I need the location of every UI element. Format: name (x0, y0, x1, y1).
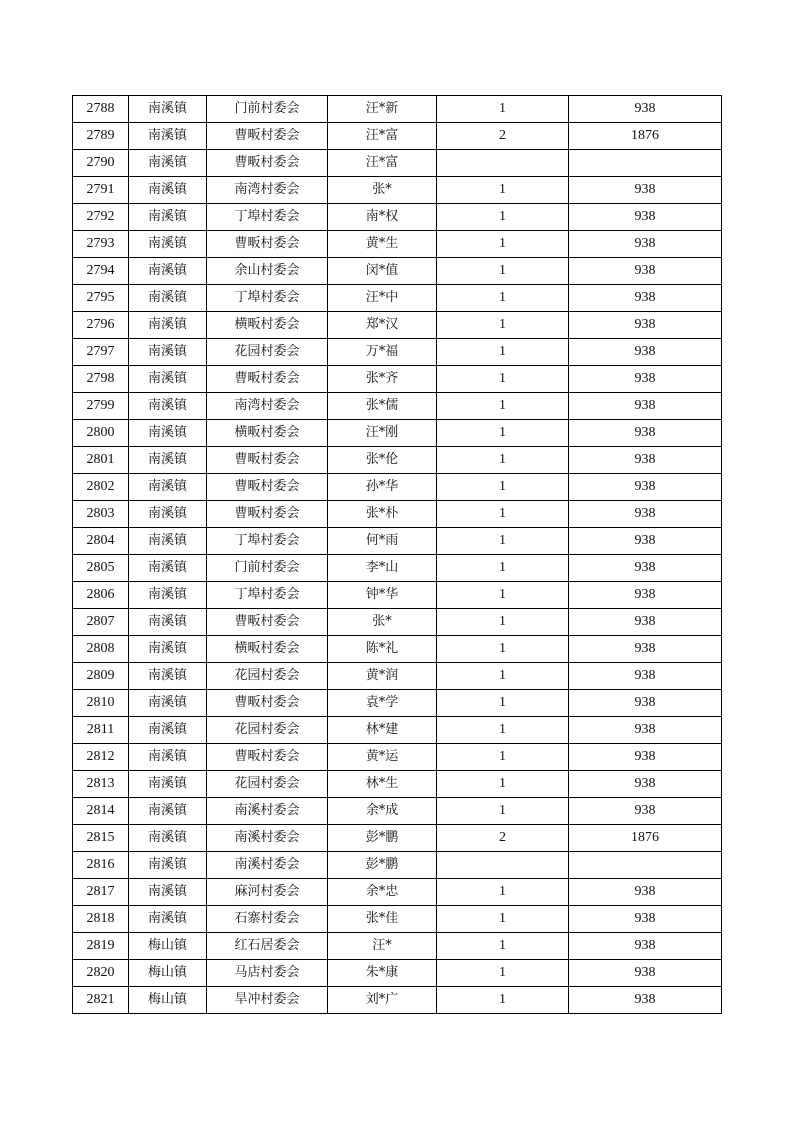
count-cell: 1 (437, 690, 569, 717)
count-cell: 1 (437, 177, 569, 204)
name-cell: 闵*值 (328, 258, 437, 285)
village-committee-cell: 门前村委会 (207, 96, 328, 123)
count-cell: 1 (437, 582, 569, 609)
amount-cell: 938 (569, 204, 722, 231)
town-cell: 南溪镇 (129, 447, 207, 474)
amount-cell: 938 (569, 501, 722, 528)
name-cell: 黄*运 (328, 744, 437, 771)
count-cell: 1 (437, 96, 569, 123)
town-cell: 南溪镇 (129, 744, 207, 771)
town-cell: 南溪镇 (129, 123, 207, 150)
town-cell: 南溪镇 (129, 150, 207, 177)
table-row (73, 312, 722, 339)
village-committee-cell: 曹畈村委会 (207, 231, 328, 258)
table-row (73, 798, 722, 825)
count-cell: 1 (437, 933, 569, 960)
name-cell: 汪*新 (328, 96, 437, 123)
village-committee-cell: 石寨村委会 (207, 906, 328, 933)
amount-cell: 938 (569, 258, 722, 285)
village-committee-cell: 丁埠村委会 (207, 285, 328, 312)
village-committee-cell: 曹畈村委会 (207, 609, 328, 636)
table-row (73, 123, 722, 150)
name-cell: 汪*富 (328, 123, 437, 150)
amount-cell: 938 (569, 474, 722, 501)
table-row (73, 960, 722, 987)
count-cell: 1 (437, 231, 569, 258)
count-cell: 1 (437, 366, 569, 393)
table-row (73, 528, 722, 555)
table-row (73, 663, 722, 690)
row-index-cell: 2818 (73, 906, 129, 933)
amount-cell: 938 (569, 933, 722, 960)
village-committee-cell: 南溪村委会 (207, 798, 328, 825)
table-row (73, 609, 722, 636)
table-row (73, 447, 722, 474)
town-cell: 南溪镇 (129, 555, 207, 582)
document-page (72, 95, 721, 1014)
town-cell: 南溪镇 (129, 690, 207, 717)
amount-cell: 938 (569, 609, 722, 636)
amount-cell: 938 (569, 528, 722, 555)
table-row (73, 825, 722, 852)
town-cell: 梅山镇 (129, 987, 207, 1014)
count-cell: 1 (437, 987, 569, 1014)
name-cell: 余*忠 (328, 879, 437, 906)
town-cell: 南溪镇 (129, 609, 207, 636)
row-index-cell: 2799 (73, 393, 129, 420)
table-row (73, 771, 722, 798)
name-cell: 南*权 (328, 204, 437, 231)
amount-cell: 938 (569, 987, 722, 1014)
amount-cell: 938 (569, 906, 722, 933)
count-cell: 1 (437, 420, 569, 447)
count-cell: 1 (437, 501, 569, 528)
table-row (73, 285, 722, 312)
count-cell: 2 (437, 123, 569, 150)
village-committee-cell: 花园村委会 (207, 339, 328, 366)
count-cell (437, 852, 569, 879)
town-cell: 南溪镇 (129, 582, 207, 609)
village-committee-cell: 横畈村委会 (207, 420, 328, 447)
table-row (73, 420, 722, 447)
town-cell: 南溪镇 (129, 501, 207, 528)
town-cell: 南溪镇 (129, 339, 207, 366)
town-cell: 南溪镇 (129, 825, 207, 852)
town-cell: 南溪镇 (129, 528, 207, 555)
name-cell: 林*建 (328, 717, 437, 744)
table-body (73, 96, 722, 1014)
amount-cell (569, 852, 722, 879)
count-cell (437, 150, 569, 177)
row-index-cell: 2805 (73, 555, 129, 582)
row-index-cell: 2793 (73, 231, 129, 258)
count-cell: 1 (437, 339, 569, 366)
table-row (73, 96, 722, 123)
amount-cell: 1876 (569, 123, 722, 150)
count-cell: 1 (437, 879, 569, 906)
name-cell: 张*朴 (328, 501, 437, 528)
amount-cell: 938 (569, 96, 722, 123)
town-cell: 南溪镇 (129, 474, 207, 501)
name-cell: 彭*鹏 (328, 825, 437, 852)
beneficiary-table (72, 95, 722, 1014)
count-cell: 1 (437, 474, 569, 501)
name-cell: 万*福 (328, 339, 437, 366)
count-cell: 1 (437, 798, 569, 825)
name-cell: 汪*刚 (328, 420, 437, 447)
table-row (73, 906, 722, 933)
row-index-cell: 2790 (73, 150, 129, 177)
row-index-cell: 2820 (73, 960, 129, 987)
row-index-cell: 2817 (73, 879, 129, 906)
name-cell: 汪* (328, 933, 437, 960)
amount-cell: 938 (569, 420, 722, 447)
table-row (73, 744, 722, 771)
table-row (73, 204, 722, 231)
table-row (73, 177, 722, 204)
row-index-cell: 2807 (73, 609, 129, 636)
count-cell: 1 (437, 744, 569, 771)
table-row (73, 852, 722, 879)
count-cell: 1 (437, 285, 569, 312)
village-committee-cell: 旱冲村委会 (207, 987, 328, 1014)
town-cell: 南溪镇 (129, 906, 207, 933)
amount-cell: 938 (569, 285, 722, 312)
name-cell: 刘*广 (328, 987, 437, 1014)
name-cell: 郑*汉 (328, 312, 437, 339)
row-index-cell: 2803 (73, 501, 129, 528)
town-cell: 南溪镇 (129, 366, 207, 393)
table-row (73, 258, 722, 285)
village-committee-cell: 马店村委会 (207, 960, 328, 987)
table-row (73, 636, 722, 663)
count-cell: 1 (437, 204, 569, 231)
row-index-cell: 2811 (73, 717, 129, 744)
count-cell: 1 (437, 528, 569, 555)
village-committee-cell: 红石居委会 (207, 933, 328, 960)
name-cell: 陈*礼 (328, 636, 437, 663)
table-row (73, 366, 722, 393)
count-cell: 1 (437, 906, 569, 933)
table-row (73, 987, 722, 1014)
name-cell: 张*佳 (328, 906, 437, 933)
village-committee-cell: 南溪村委会 (207, 852, 328, 879)
village-committee-cell: 曹畈村委会 (207, 690, 328, 717)
town-cell: 南溪镇 (129, 177, 207, 204)
amount-cell: 938 (569, 177, 722, 204)
row-index-cell: 2816 (73, 852, 129, 879)
village-committee-cell: 花园村委会 (207, 717, 328, 744)
amount-cell: 938 (569, 393, 722, 420)
town-cell: 南溪镇 (129, 420, 207, 447)
town-cell: 南溪镇 (129, 258, 207, 285)
amount-cell: 938 (569, 717, 722, 744)
village-committee-cell: 曹畈村委会 (207, 123, 328, 150)
amount-cell: 938 (569, 744, 722, 771)
amount-cell: 938 (569, 582, 722, 609)
name-cell: 黄*润 (328, 663, 437, 690)
amount-cell: 938 (569, 663, 722, 690)
row-index-cell: 2814 (73, 798, 129, 825)
village-committee-cell: 南湾村委会 (207, 393, 328, 420)
name-cell: 朱*康 (328, 960, 437, 987)
amount-cell: 938 (569, 447, 722, 474)
village-committee-cell: 丁埠村委会 (207, 582, 328, 609)
name-cell: 汪*中 (328, 285, 437, 312)
town-cell: 南溪镇 (129, 663, 207, 690)
amount-cell: 938 (569, 636, 722, 663)
table-row (73, 933, 722, 960)
village-committee-cell: 曹畈村委会 (207, 474, 328, 501)
amount-cell: 938 (569, 690, 722, 717)
amount-cell: 938 (569, 366, 722, 393)
name-cell: 袁*学 (328, 690, 437, 717)
table-row (73, 393, 722, 420)
town-cell: 南溪镇 (129, 204, 207, 231)
village-committee-cell: 丁埠村委会 (207, 204, 328, 231)
table-row (73, 501, 722, 528)
row-index-cell: 2815 (73, 825, 129, 852)
row-index-cell: 2794 (73, 258, 129, 285)
row-index-cell: 2791 (73, 177, 129, 204)
row-index-cell: 2796 (73, 312, 129, 339)
town-cell: 南溪镇 (129, 636, 207, 663)
name-cell: 张* (328, 177, 437, 204)
name-cell: 林*生 (328, 771, 437, 798)
row-index-cell: 2798 (73, 366, 129, 393)
count-cell: 1 (437, 393, 569, 420)
row-index-cell: 2809 (73, 663, 129, 690)
village-committee-cell: 曹畈村委会 (207, 366, 328, 393)
town-cell: 南溪镇 (129, 852, 207, 879)
count-cell: 1 (437, 636, 569, 663)
row-index-cell: 2808 (73, 636, 129, 663)
amount-cell: 1876 (569, 825, 722, 852)
name-cell: 张*齐 (328, 366, 437, 393)
village-committee-cell: 余山村委会 (207, 258, 328, 285)
table-row (73, 474, 722, 501)
count-cell: 1 (437, 555, 569, 582)
town-cell: 南溪镇 (129, 798, 207, 825)
village-committee-cell: 门前村委会 (207, 555, 328, 582)
town-cell: 南溪镇 (129, 771, 207, 798)
row-index-cell: 2801 (73, 447, 129, 474)
count-cell: 1 (437, 258, 569, 285)
count-cell: 1 (437, 447, 569, 474)
amount-cell: 938 (569, 231, 722, 258)
count-cell: 2 (437, 825, 569, 852)
village-committee-cell: 南溪村委会 (207, 825, 328, 852)
village-committee-cell: 丁埠村委会 (207, 528, 328, 555)
amount-cell: 938 (569, 339, 722, 366)
count-cell: 1 (437, 960, 569, 987)
name-cell: 张* (328, 609, 437, 636)
name-cell: 何*雨 (328, 528, 437, 555)
village-committee-cell: 花园村委会 (207, 663, 328, 690)
table-row (73, 339, 722, 366)
name-cell: 张*儒 (328, 393, 437, 420)
table-row (73, 717, 722, 744)
town-cell: 南溪镇 (129, 717, 207, 744)
table-row (73, 231, 722, 258)
table-row (73, 582, 722, 609)
name-cell: 彭*鹏 (328, 852, 437, 879)
count-cell: 1 (437, 717, 569, 744)
count-cell: 1 (437, 609, 569, 636)
amount-cell: 938 (569, 798, 722, 825)
row-index-cell: 2812 (73, 744, 129, 771)
count-cell: 1 (437, 771, 569, 798)
village-committee-cell: 横畈村委会 (207, 312, 328, 339)
village-committee-cell: 南湾村委会 (207, 177, 328, 204)
amount-cell: 938 (569, 771, 722, 798)
town-cell: 南溪镇 (129, 285, 207, 312)
row-index-cell: 2804 (73, 528, 129, 555)
row-index-cell: 2800 (73, 420, 129, 447)
amount-cell: 938 (569, 312, 722, 339)
town-cell: 南溪镇 (129, 393, 207, 420)
village-committee-cell: 曹畈村委会 (207, 447, 328, 474)
name-cell: 张*伦 (328, 447, 437, 474)
row-index-cell: 2819 (73, 933, 129, 960)
table-row (73, 555, 722, 582)
table-row (73, 150, 722, 177)
row-index-cell: 2797 (73, 339, 129, 366)
row-index-cell: 2802 (73, 474, 129, 501)
row-index-cell: 2795 (73, 285, 129, 312)
village-committee-cell: 麻河村委会 (207, 879, 328, 906)
row-index-cell: 2806 (73, 582, 129, 609)
village-committee-cell: 曹畈村委会 (207, 744, 328, 771)
town-cell: 梅山镇 (129, 960, 207, 987)
table-row (73, 690, 722, 717)
village-committee-cell: 横畈村委会 (207, 636, 328, 663)
name-cell: 黄*生 (328, 231, 437, 258)
town-cell: 南溪镇 (129, 231, 207, 258)
name-cell: 李*山 (328, 555, 437, 582)
town-cell: 梅山镇 (129, 933, 207, 960)
village-committee-cell: 曹畈村委会 (207, 501, 328, 528)
village-committee-cell: 曹畈村委会 (207, 150, 328, 177)
name-cell: 余*成 (328, 798, 437, 825)
village-committee-cell: 花园村委会 (207, 771, 328, 798)
town-cell: 南溪镇 (129, 879, 207, 906)
town-cell: 南溪镇 (129, 312, 207, 339)
table-row (73, 879, 722, 906)
amount-cell (569, 150, 722, 177)
row-index-cell: 2810 (73, 690, 129, 717)
town-cell: 南溪镇 (129, 96, 207, 123)
count-cell: 1 (437, 663, 569, 690)
name-cell: 汪*富 (328, 150, 437, 177)
row-index-cell: 2792 (73, 204, 129, 231)
amount-cell: 938 (569, 879, 722, 906)
row-index-cell: 2788 (73, 96, 129, 123)
amount-cell: 938 (569, 960, 722, 987)
count-cell: 1 (437, 312, 569, 339)
amount-cell: 938 (569, 555, 722, 582)
row-index-cell: 2789 (73, 123, 129, 150)
row-index-cell: 2821 (73, 987, 129, 1014)
row-index-cell: 2813 (73, 771, 129, 798)
name-cell: 孙*华 (328, 474, 437, 501)
name-cell: 钟*华 (328, 582, 437, 609)
